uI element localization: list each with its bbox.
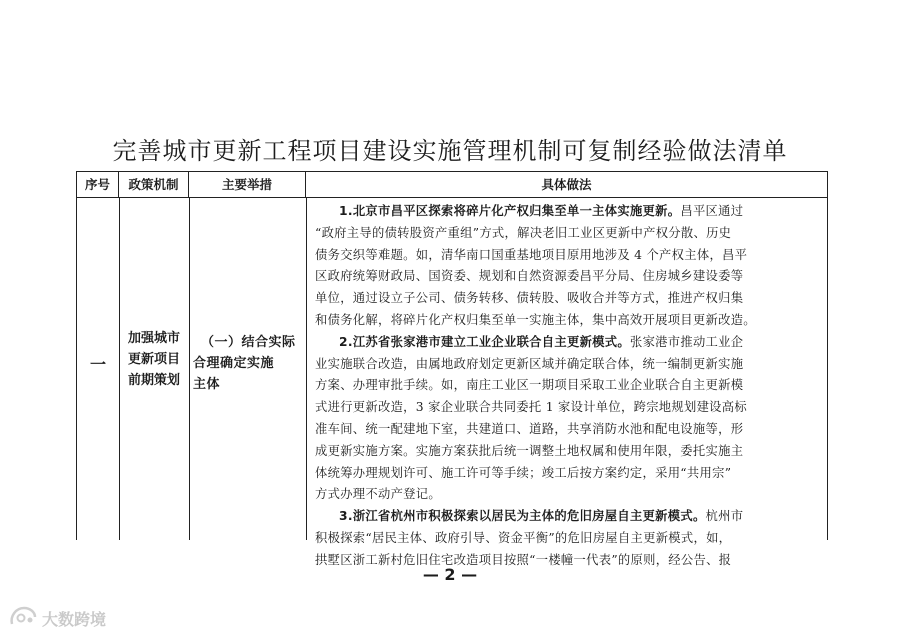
policy-line: 更新项目 [127, 352, 180, 367]
measure-line: （一）结合实际 [201, 335, 296, 350]
practice-line: 区政府统筹财政局、国资委、规划和自然资源委昌平分局、住房城乡建设委等 [315, 269, 744, 284]
practice-line: 式进行更新改造，3 家企业联合共同委托 1 家设计单位，跨宗地规划建设高标 [315, 400, 747, 415]
practice-paragraph-3 [315, 506, 819, 528]
practice-line: “政府主导的债转股资产重组”方式，解决老旧工业区更新中产权分散、历史 [315, 225, 732, 240]
practice-line: 单位，通过设立子公司、债务转移、债转股、吸收合并等方式，推进产权归集 [315, 291, 744, 306]
policy-line: 前期策划 [127, 373, 180, 388]
page-number: — 2 — [422, 565, 478, 584]
practice-line: 准车间、统一配建地下室，共建道口、道路，共享消防水池和配电设施等，形 [315, 421, 744, 436]
header-no: 序号 [77, 172, 119, 197]
measure-line: 主体 [193, 377, 221, 392]
practice-text: 张家港市推动工业企 [629, 334, 744, 349]
practice-heading: 1.北京市昌平区探索将碎片化产权归集至单一主体实施更新。 [339, 204, 681, 218]
practice-line: 方式办理不动产登记。 [315, 487, 441, 502]
table-header [77, 172, 827, 198]
measure-line: 合理确定实施 [193, 356, 275, 371]
practice-line: 和债务化解，将碎片化产权归集至单一实施主体，集中高效开展项目更新改造。 [315, 312, 756, 327]
practice-paragraph-1 [315, 201, 819, 223]
practice-line: 方案、办理审批手续。如，南庄工业区一期项目采取工业企业联合自主更新模 [315, 378, 744, 393]
practice-text: 杭州市 [705, 509, 744, 524]
column-divider [119, 197, 120, 540]
header-practice: 具体做法 [541, 177, 592, 192]
practice-line: 业实施联合改造，由属地政府划定更新区域并确定联合体，统一编制更新实施 [315, 356, 744, 371]
practice-cell [315, 201, 819, 572]
practice-line: 积极探索“居民主体、政府引导、资金平衡”的危旧房屋自主更新模式，如， [315, 530, 732, 545]
watermark-text: 大数跨境 [42, 609, 107, 629]
practice-text: 昌平区通过 [680, 204, 744, 218]
measures-table [76, 171, 828, 567]
measure-cell [193, 332, 303, 395]
header-measure: 主要举措 [189, 172, 306, 197]
watermark [8, 604, 106, 632]
practice-line: 成更新实施方案。实施方案获批后统一调整土地权属和使用年限，委托实施主 [315, 443, 744, 458]
row-number: 一 [89, 355, 106, 374]
practice-heading: 2.江苏省张家港市建立工业企业联合自主更新模式。 [339, 334, 630, 349]
practice-line: 体统筹办理规划许可、施工许可等手续；竣工后按方案约定，采用“共用宗” [315, 465, 732, 480]
practice-paragraph-2 [315, 332, 819, 354]
column-divider [306, 197, 307, 540]
practice-heading: 3.浙江省杭州市积极探索以居民为主体的危旧房屋自主更新模式。 [339, 509, 706, 524]
column-divider [189, 197, 190, 540]
policy-cell [121, 328, 187, 391]
policy-line: 加强城市 [127, 331, 180, 346]
header-policy: 政策机制 [119, 172, 189, 197]
watermark-logo-icon [8, 604, 38, 632]
practice-line: 拱墅区浙工新村危旧住宅改造项目按照“一楼幢一代表”的原则，经公告、报 [315, 552, 732, 567]
practice-line: 债务交织等难题。如，清华南口国重基地项目原用地涉及 4 个产权主体，昌平 [315, 247, 748, 262]
document-title: 完善城市更新工程项目建设实施管理机制可复制经验做法清单 [112, 137, 788, 165]
